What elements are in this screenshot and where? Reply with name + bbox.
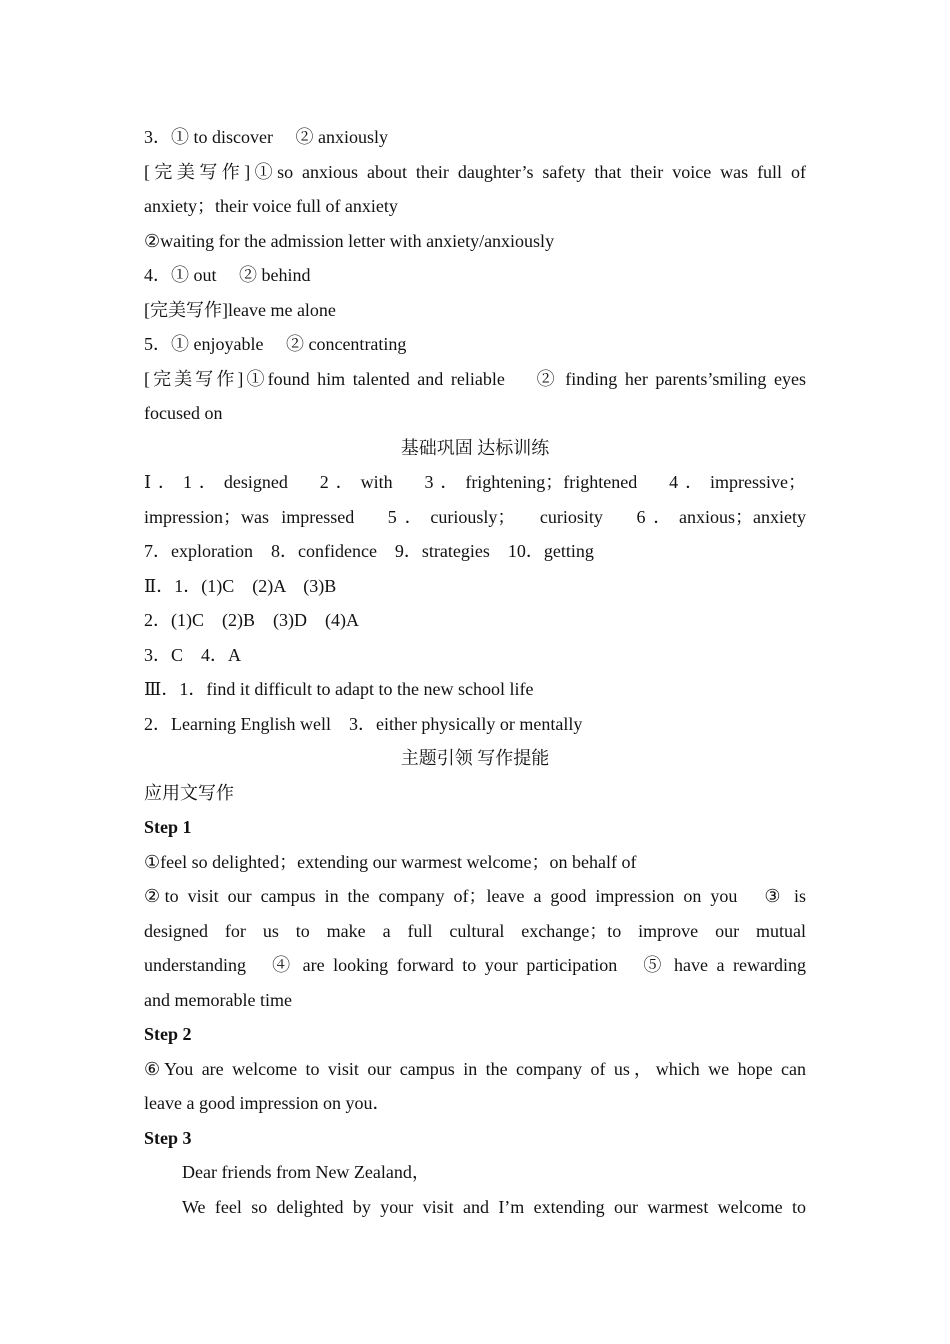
step-1-label: Step 1 — [144, 817, 192, 837]
step-1-line1: ①feel so delighted；extending our warmest welcome；on behalf of — [144, 851, 637, 872]
line-3-answers: 3．① to discover ② anxiously — [144, 127, 388, 147]
part-1-line1: Ⅰ．1．designed 2．with 3．frightening；frightened 4．impressive； — [144, 472, 806, 492]
practical-writing-label: 应用文写作 — [144, 782, 234, 803]
section-heading-writing: 主题引领 写作提能 — [400, 748, 550, 768]
part-3-line1: Ⅲ．1．find it difficult to adapt to the new school life — [144, 679, 534, 699]
letter-salutation: Dear friends from New Zealand， — [182, 1162, 430, 1182]
section-heading-basic: 基础巩固 达标训练 — [400, 437, 550, 458]
part-1-line2: impression；was impressed 5．curiously； curiosity 6．anxious；anxiety — [144, 506, 806, 527]
step-3-label: Step 3 — [144, 1127, 192, 1148]
perfect-writing-4: [完美写作]leave me alone — [144, 299, 336, 320]
perfect-writing-3-line1: [完美写作]①so anxious about their daughter’s safety that their voice was full of — [144, 161, 806, 182]
perfect-writing-5-line2: focused on — [144, 403, 223, 423]
part-2-line2: 2．(1)C (2)B (3)D (4)A — [144, 610, 359, 630]
step-2-label: Step 2 — [144, 1024, 192, 1044]
part-1-line3: 7．exploration 8．confidence 9．strategies 10．getting — [144, 541, 594, 561]
perfect-writing-5-line1: [完美写作]①found him talented and reliable ② finding her parents’smiling eyes — [144, 368, 806, 389]
part-2-line3: 3．C 4．A — [144, 644, 242, 665]
step-1-line2: ②to visit our campus in the company of；leave a good impression on you ③ is — [144, 886, 806, 906]
letter-body-line1: We feel so delighted by your visit and I’m extending our warmest welcome to — [182, 1196, 806, 1217]
part-2-line1: Ⅱ．1．(1)C (2)A (3)B — [144, 575, 337, 596]
answer-key-page — [144, 120, 806, 1224]
part-3-line2: 2．Learning English well 3．either physically or mentally — [144, 713, 583, 734]
step-1-line4: understanding ④ are looking forward to your participation ⑤ have a rewarding — [144, 955, 806, 975]
step-1-line5: and memorable time — [144, 989, 292, 1010]
line-5-answers: 5．① enjoyable ② concentrating — [144, 334, 407, 354]
step-1-line3: designed for us to make a full cultural exchange；to improve our mutual — [144, 920, 806, 941]
perfect-writing-3-line3: ②waiting for the admission letter with anxiety/anxiously — [144, 230, 555, 251]
perfect-writing-3-line2: anxiety；their voice full of anxiety — [144, 196, 398, 216]
step-2-line2: leave a good impression on you． — [144, 1093, 391, 1113]
step-2-line1: ⑥You are welcome to visit our campus in the company of us，which we hope can — [144, 1058, 806, 1079]
line-4-answers: 4．① out ② behind — [144, 265, 311, 285]
